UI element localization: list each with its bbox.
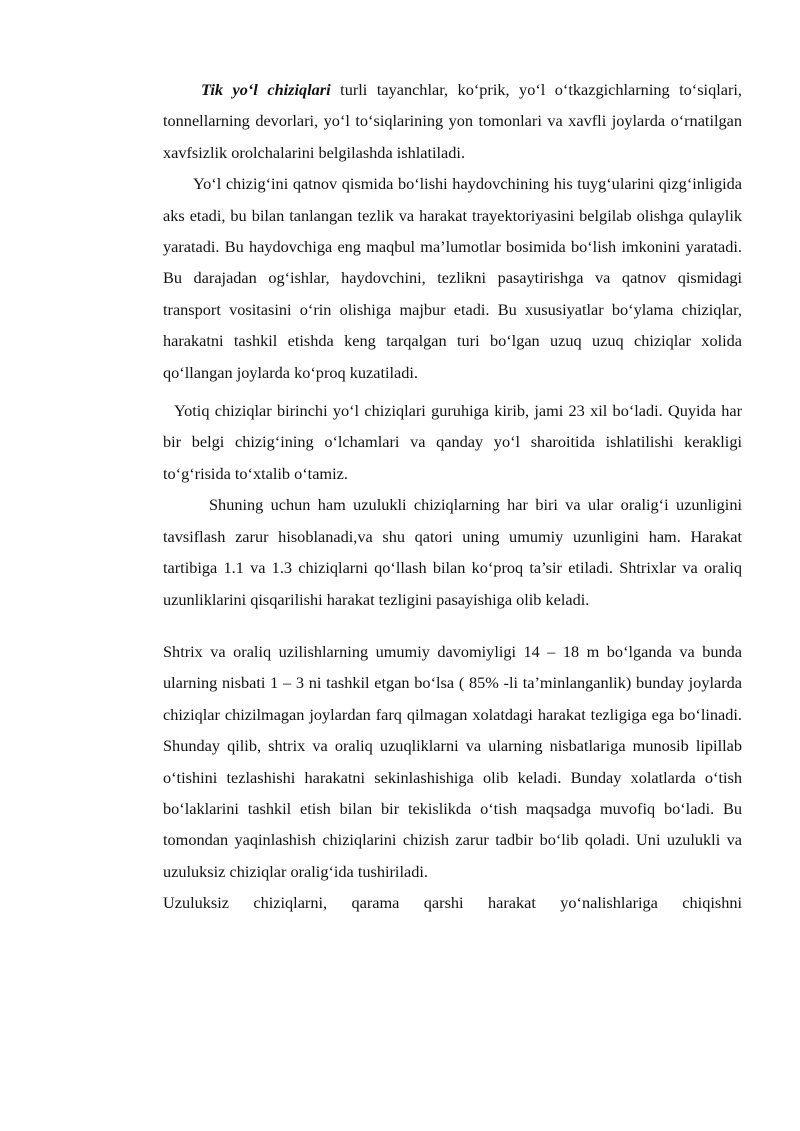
paragraph-horizontal-lines: Yotiq chiziqlar birinchi yo‘l chiziqlari guruhiga kirib, jami 23 xil bo‘ladi. Quyida har bir belgi chizig‘ining o‘lchamlari va qanday yo‘l sharoitida ishlatilishi kerakligi to‘g‘risida to‘xtalib o‘tamiz.	[163, 401, 742, 483]
paragraph-continuous-lines: Uzuluksiz chiziqlarni, qarama qarshi harakat yo‘nalishlariga chiqishni	[163, 893, 742, 913]
document-body	[163, 74, 742, 919]
paragraph-road-marking-effect: Yo‘l chizig‘ini qatnov qismida bo‘lishi haydovchining his tuyg‘ularini qizg‘inligida aks etadi, bu bilan tanlangan tezlik va harakat trayektoriyasini belgilab olishga qulaylik yaratadi. Bu haydovchiga eng maqbul ma’lumotlar bosimida bo‘lish imkonini yaratadi. Bu darajadan og‘ishlar, haydovchini, tezlikni pasaytirishga va qatnov qismidagi transport vositasini o‘rin olishiga majbur etadi. Bu xususiyatlar bo‘ylama chiziqlar, harakatni tashkil etishda keng tarqalgan turi bo‘lgan uzuq uzuq chiziqlar xolida qo‘llangan joylarda ko‘proq kuzatiladi.	[163, 174, 742, 382]
term-vertical-lines: Tik yo‘l chiziqlari	[201, 80, 331, 99]
paragraph-stroke-gaps: Shtrix va oraliq uzilishlarning umumiy davomiyligi 14 – 18 m bo‘lganda va bunda ularning nisbati 1 – 3 ni tashkil etgan bo‘lsa ( 85% -li ta’minlanganlik) bunday joylarda chiziqlar chizilmagan joylardan farq qilmagan xolatdagi harakat tezligiga ega bo‘linadi. Shunday qilib, shtrix va oraliq uzuqliklarni va ularning nisbatlariga munosib lipillab o‘tishini tezlashishi harakatni sekinlashishiga olib keladi. Bunday xolatlarda o‘tish bo‘laklarini tashkil etish bilan bir tekislikda o‘tish maqsadga muvofiq bo‘ladi. Bu tomondan yaqinlashish chiziqlarini chizish zarur tadbir bo‘lib qoladi. Uni uzulukli va uzuluksiz chiziqlar oralig‘ida tushiriladi.	[163, 641, 742, 881]
paragraph-vertical-lines	[163, 74, 742, 168]
paragraph-dashed-lines: Shuning uchun ham uzulukli chiziqlarning har biri va ular oralig‘i uzunligini tavsiflash zarur hisoblanadi,va shu qatori uning umumiy uzunligini ham. Harakat tartibiga 1.1 va 1.3 chiziqlarni qo‘llash bilan ko‘proq ta’sir etiladi. Shtrixlar va oraliq uzunliklarini qisqarilishi harakat tezligini pasayishiga olib keladi.	[163, 495, 742, 609]
paragraph-vertical-lines-text: turli tayanchlar, ko‘prik, yo‘l o‘tkazgichlarning to‘siqlari, tonnellarning devorlari, yo‘l to‘siqlarining yon tomonlari va xavfli joylarda o‘rnatilgan xavfsizlik orolchalarini belgilashda ishlatiladi.	[163, 80, 742, 162]
